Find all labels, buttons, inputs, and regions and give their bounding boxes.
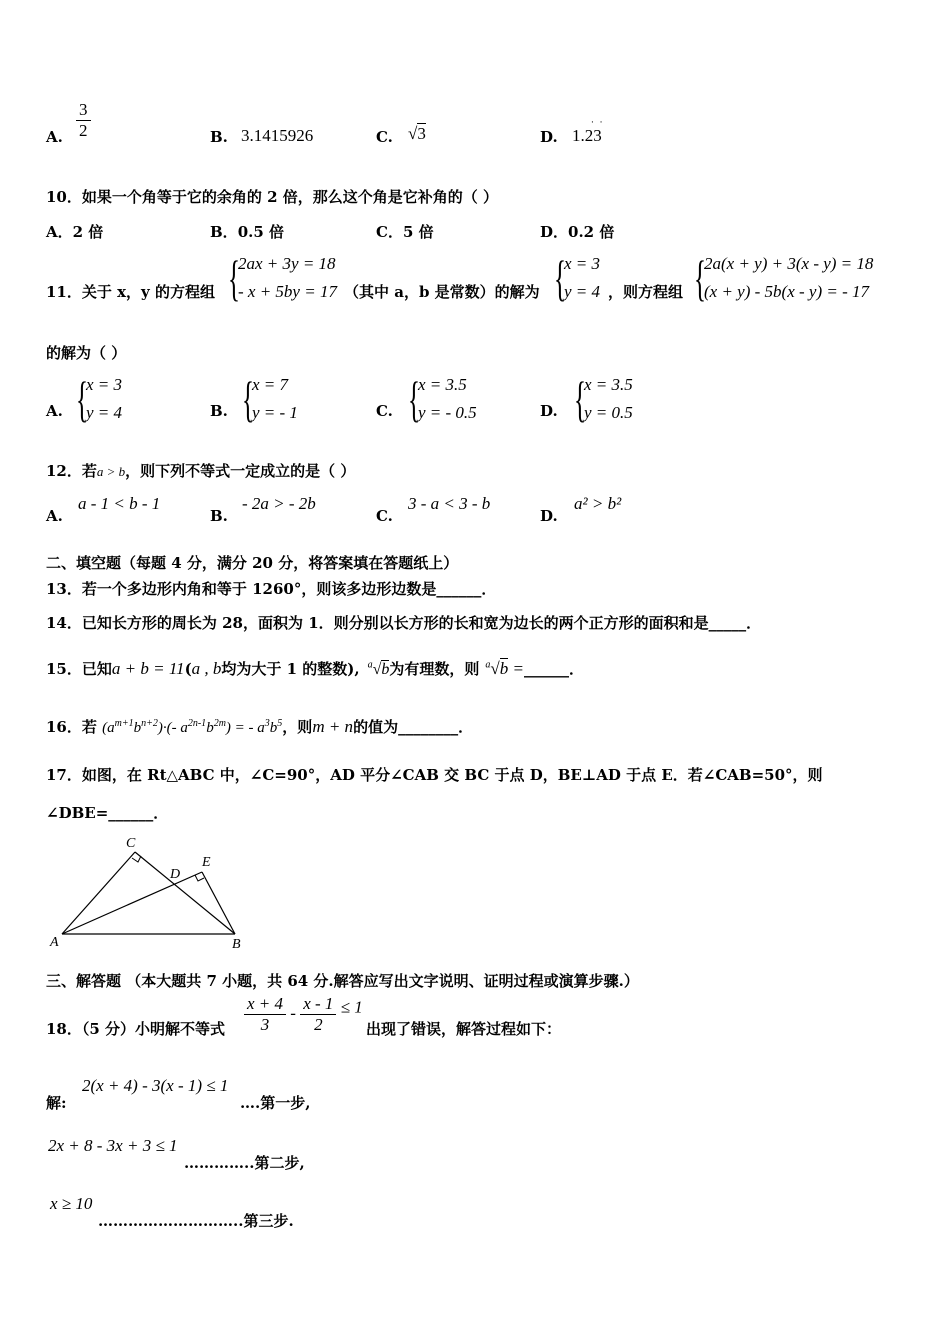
root-index: a bbox=[367, 659, 373, 671]
q11-line2: 的解为（ ） bbox=[46, 344, 127, 362]
q16-equation: $(a^{m+1}b^{n+2})\cdot(-$ $a^{2n-1}b^{2m}$) = - $a^3b^5$ bbox=[102, 718, 283, 736]
q18-step2-expr: 2x + 8 - 3x + 3 ≤ 1 bbox=[48, 1136, 178, 1155]
section-3-heading: 三、解答题 （本大题共 7 小题，共 64 分.解答应写出文字说明、证明过程或演算步骤.） bbox=[46, 972, 639, 990]
fraction-numerator: x + 4 bbox=[244, 994, 286, 1015]
root-radicand: b bbox=[499, 659, 509, 678]
q11-option-b-label: B. bbox=[210, 402, 228, 420]
q17-line2: ∠DBE=______． bbox=[46, 804, 169, 822]
system-eq-1: x = 3.5 bbox=[418, 375, 467, 394]
q12-prefix: 12．若 bbox=[46, 462, 97, 480]
segment-be bbox=[202, 872, 235, 934]
q16-prefix: 16．若 bbox=[46, 718, 97, 736]
q18-solution-label: 解: bbox=[46, 1094, 67, 1112]
fraction-numerator: 3 bbox=[76, 100, 91, 121]
q11-middle: （其中 a，b 是常数）的解为 bbox=[344, 283, 540, 301]
option-label: D． bbox=[540, 223, 569, 241]
q9-option-c-label: C. bbox=[376, 128, 393, 146]
option-text: 5 倍 bbox=[402, 223, 434, 241]
repeating-dots-icon: · · bbox=[591, 118, 603, 128]
inequality-tail: ≤ 1 bbox=[340, 997, 363, 1017]
q18-prefix: 18．（5 分）小明解不等式 bbox=[46, 1020, 226, 1038]
q15-paren: ( bbox=[184, 660, 192, 678]
q15-equation: a + b = 11 bbox=[111, 659, 185, 678]
q12-option-d-text: a² > b² bbox=[574, 494, 622, 513]
q10-option-b bbox=[210, 221, 284, 242]
q17-triangle-figure bbox=[40, 830, 260, 955]
q17-line1: 17．如图，在 Rt△ABC 中，∠C=90°，AD 平分∠CAB 交 BC 于点 D，BE⊥AD 于点 E．若∠CAB=50°，则 bbox=[46, 766, 823, 784]
option-text: 0.5 倍 bbox=[237, 223, 285, 241]
q15-root: $^a$√b bbox=[367, 659, 390, 678]
q9-option-d-label: D. bbox=[540, 128, 558, 146]
right-angle-c-icon bbox=[132, 856, 141, 862]
label-a: A bbox=[50, 935, 59, 950]
option-text: 0.2 倍 bbox=[568, 223, 615, 241]
system-eq-2: y = - 1 bbox=[252, 403, 298, 422]
q18-step1-tail: ….第一步, bbox=[240, 1094, 311, 1112]
system-eq-2: y = 4 bbox=[86, 403, 123, 422]
q16-suffix: 的值为________． bbox=[353, 718, 474, 736]
q11-option-c-label: C. bbox=[376, 402, 393, 420]
q10-option-a bbox=[46, 221, 103, 242]
q9-option-a-fraction bbox=[76, 100, 91, 141]
system-eq-2: (x + y) - 5b(x - y) = - 17 bbox=[704, 282, 870, 301]
system-eq-2: y = - 0.5 bbox=[418, 403, 477, 422]
side-cb bbox=[135, 852, 235, 934]
q16-mid: ，则 bbox=[282, 718, 313, 736]
q15-vars: a , b bbox=[191, 659, 222, 678]
q12-option-c-text: 3 - a < 3 - b bbox=[408, 494, 491, 513]
q12-option-c-label: C. bbox=[376, 507, 393, 525]
option-text: 2 倍 bbox=[72, 223, 104, 241]
q15-root-repeat: $^a$√b = bbox=[485, 659, 524, 678]
section-2-heading: 二、填空题（每题 4 分，满分 20 分，将答案填在答题纸上） bbox=[46, 554, 459, 572]
q9-option-c-sqrt: √3 bbox=[408, 124, 426, 143]
system-eq-2: y = 0.5 bbox=[584, 403, 633, 422]
q9-option-a-label: A. bbox=[46, 128, 63, 146]
label-e: E bbox=[202, 855, 211, 870]
q18-step3-tail: ………………………..第三步. bbox=[98, 1212, 294, 1230]
q13-text: 13．若一个多边形内角和等于 1260°，则该多边形边数是______． bbox=[46, 580, 497, 598]
q18-step2-tail: …………..第二步, bbox=[184, 1154, 305, 1172]
system-eq-1: x = 3.5 bbox=[584, 375, 633, 394]
radicand: 3 bbox=[417, 124, 426, 143]
q12-suffix: ，则下列不等式一定成立的是（ ） bbox=[125, 462, 356, 480]
fraction-denominator: 2 bbox=[79, 121, 88, 140]
system-eq-1: x = 3 bbox=[564, 254, 601, 273]
system-eq-1: 2a(x + y) + 3(x - y) = 18 bbox=[704, 254, 874, 273]
root-radicand: b bbox=[381, 661, 390, 678]
q9-option-d-value: 1.23 bbox=[572, 126, 602, 145]
q9-option-b-label: B. bbox=[210, 128, 228, 146]
q9-option-b-value: 3.1415926 bbox=[241, 126, 314, 145]
system-eq-2: y = 4 bbox=[564, 282, 601, 301]
q12-option-a-label: A. bbox=[46, 507, 63, 525]
label-b: B bbox=[232, 937, 241, 952]
system-eq-2: - x + 5by = 17 bbox=[238, 282, 337, 301]
root-index: a bbox=[485, 659, 491, 671]
q10-stem: 10．如果一个角等于它的余角的 2 倍，那么这个角是它补角的（ ） bbox=[46, 188, 498, 206]
q12-option-b-text: - 2a > - 2b bbox=[242, 494, 316, 513]
option-label: C． bbox=[376, 223, 403, 241]
q11-option-a-label: A. bbox=[46, 402, 63, 420]
q11-middle2: ，则方程组 bbox=[608, 283, 684, 301]
q12-option-b-label: B. bbox=[210, 507, 228, 525]
q18-step1-expr: 2(x + 4) - 3(x - 1) ≤ 1 bbox=[82, 1076, 229, 1095]
option-label: B． bbox=[210, 223, 238, 241]
q15-tail: ______． bbox=[524, 660, 585, 678]
q12-condition: a > b bbox=[96, 464, 126, 479]
q18-suffix: 出现了错误，解答过程如下： bbox=[366, 1020, 562, 1038]
q11-prefix: 11．关于 x，y 的方程组 bbox=[46, 283, 215, 301]
q18-step3-expr: x ≥ 10 bbox=[50, 1194, 93, 1213]
q15-mid: 均为大于 1 的整数), bbox=[221, 660, 360, 678]
q15-line bbox=[46, 658, 584, 679]
q14-text: 14．已知长方形的周长为 28，面积为 1．则分别以长方形的长和宽为边长的两个正方形的面积和是_____． bbox=[46, 614, 762, 632]
q18-inequality: $\frac{x + 4}{3}$ - $\frac{x - 1}{2}$ ≤ 1 bbox=[244, 994, 363, 1035]
q10-option-d bbox=[540, 221, 614, 242]
system-eq-1: 2ax + 3y = 18 bbox=[238, 254, 336, 273]
side-ac bbox=[62, 852, 135, 934]
fraction-denominator: 2 bbox=[314, 1015, 323, 1034]
segment-ae bbox=[62, 872, 202, 934]
fraction-numerator: x - 1 bbox=[300, 994, 336, 1015]
q12-option-a-text: a - 1 < b - 1 bbox=[78, 494, 161, 513]
q16-line bbox=[46, 716, 473, 737]
q15-mid2: 为有理数，则 bbox=[389, 660, 480, 678]
q16-expr: m + n bbox=[312, 717, 354, 736]
q12-option-d-label: D. bbox=[540, 507, 558, 525]
label-c: C bbox=[126, 836, 136, 851]
q11-option-d-label: D. bbox=[540, 402, 558, 420]
q10-option-c bbox=[376, 221, 434, 242]
q12-stem bbox=[46, 460, 355, 481]
right-angle-e-icon bbox=[195, 875, 204, 881]
fraction-denominator: 3 bbox=[260, 1015, 270, 1034]
system-eq-1: x = 3 bbox=[86, 375, 123, 394]
option-label: A． bbox=[46, 223, 73, 241]
system-eq-1: x = 7 bbox=[252, 375, 289, 394]
label-d: D bbox=[170, 867, 181, 882]
q15-prefix: 15．已知 bbox=[46, 660, 112, 678]
